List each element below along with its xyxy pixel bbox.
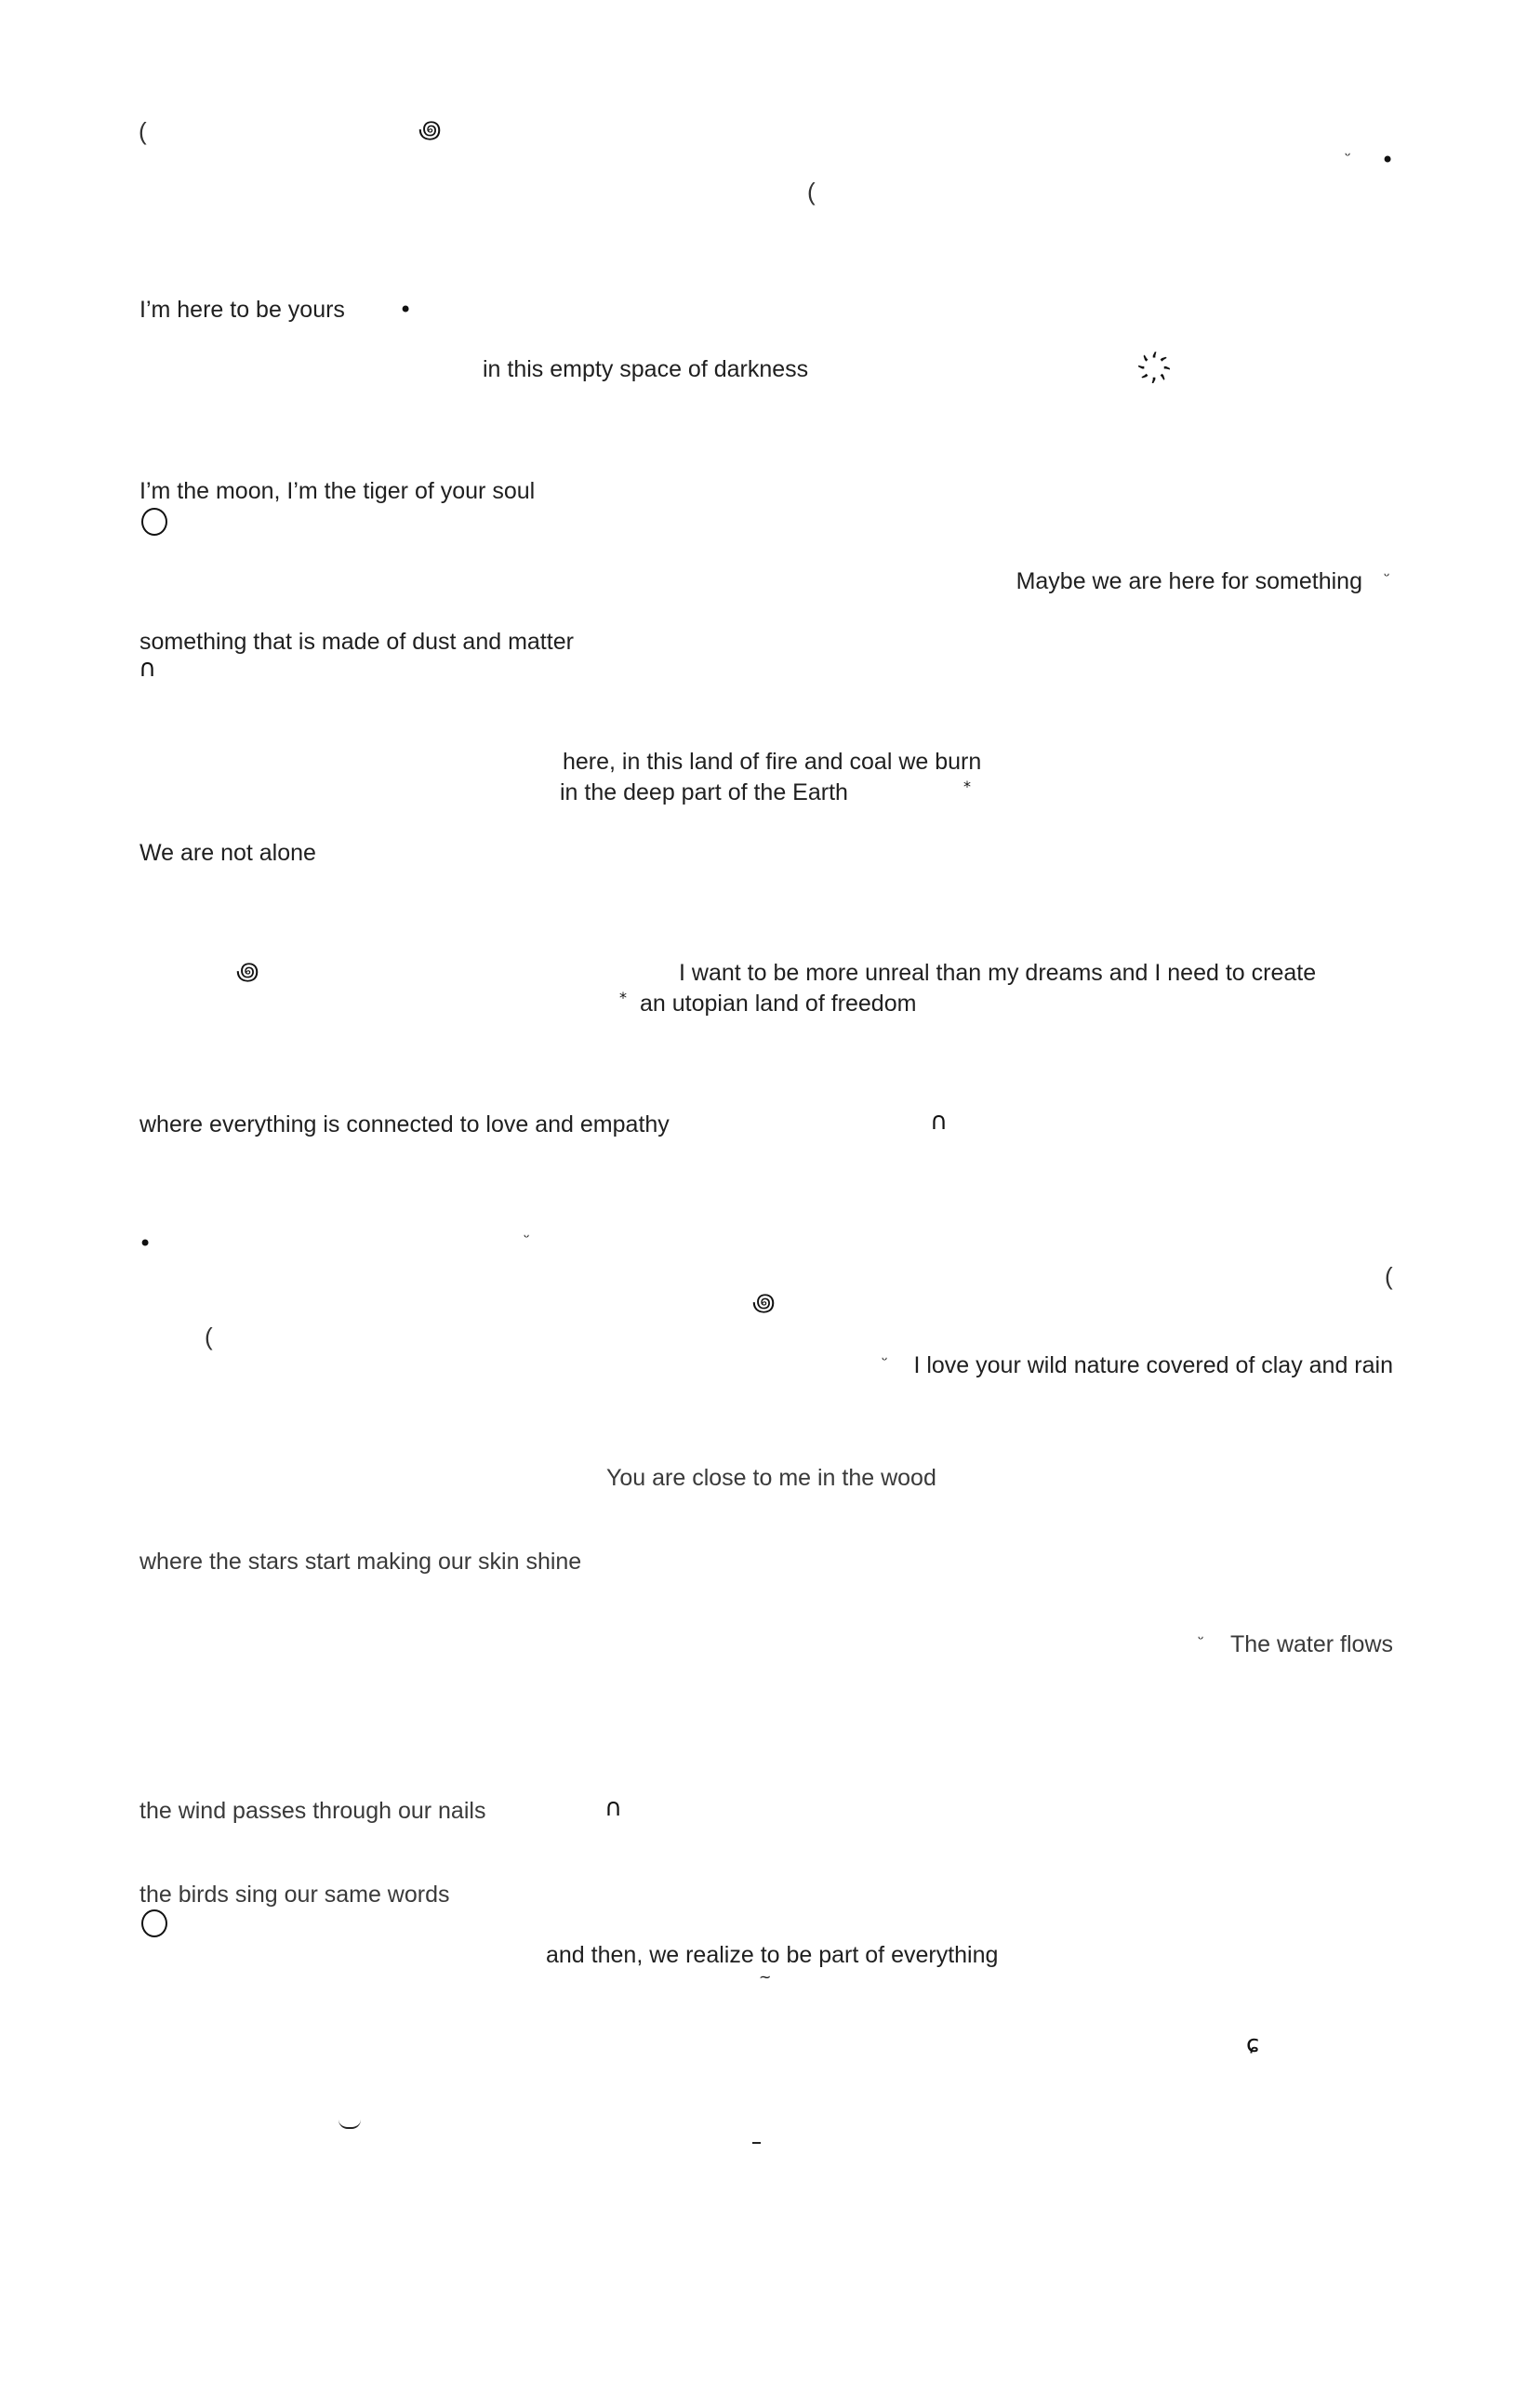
arch-icon: ∩	[930, 1108, 949, 1136]
bullet-dot-icon: •	[399, 297, 413, 323]
poem-line-10: an utopian land of freedom	[640, 991, 917, 1017]
poem-line-9: I want to be more unreal than my dreams and I need to create	[679, 960, 1317, 986]
flower-icon: ꩜	[418, 116, 442, 144]
flower-icon: ꩜	[752, 1289, 776, 1317]
short-dash-icon	[752, 2142, 761, 2144]
breve-mark-icon: ᵕ	[882, 1351, 888, 1369]
paren-mark: (	[139, 117, 147, 145]
breve-mark-icon: ᵕ	[1345, 147, 1351, 165]
asterisk-icon: *	[619, 989, 627, 1006]
poem-line-12: I love your wild nature covered of clay and rain	[913, 1352, 1393, 1378]
bullet-dot-icon: •	[1381, 147, 1395, 173]
poem-line-18: and then, we realize to be part of everything	[546, 1942, 999, 1968]
breve-mark-icon: ᵕ	[1198, 1630, 1204, 1648]
asterisk-icon: *	[963, 778, 971, 795]
poem-line-2: in this empty space of darkness	[483, 356, 809, 382]
circle-outline-icon	[141, 508, 167, 536]
poem-line-11: where everything is connected to love and empathy	[139, 1111, 670, 1137]
breve-mark-icon: ᵕ	[1384, 567, 1390, 585]
circle-outline-icon	[141, 1909, 167, 1937]
smile-arc-icon	[339, 2120, 361, 2129]
tilde-icon: ~	[759, 1968, 772, 1986]
poem-line-1: I’m here to be yours	[139, 297, 345, 323]
poem-line-3: I’m the moon, I’m the tiger of your soul	[139, 478, 536, 504]
poem-line-13: You are close to me in the wood	[606, 1465, 936, 1491]
poem-line-8: We are not alone	[139, 840, 316, 866]
arch-icon: ∩	[139, 655, 157, 683]
paren-mark: (	[807, 178, 816, 206]
sparkle-icon: ҉	[1162, 355, 1172, 383]
c-mark-icon: ɕ	[1246, 2030, 1260, 2058]
breve-mark-icon: ᵕ	[524, 1229, 530, 1246]
poem-line-5: something that is made of dust and matter	[139, 629, 574, 655]
poem-line-6: here, in this land of fire and coal we burn	[563, 749, 982, 775]
poem-line-17: the birds sing our same words	[139, 1882, 450, 1908]
poem-line-7: in the deep part of the Earth	[560, 779, 848, 805]
arch-icon: ∩	[604, 1794, 623, 1822]
poem-line-15: The water flows	[1229, 1631, 1393, 1657]
paren-mark: (	[1385, 1262, 1393, 1290]
poem-line-14: where the stars start making our skin shine	[139, 1549, 582, 1575]
poem-line-16: the wind passes through our nails	[139, 1798, 486, 1824]
bullet-dot-icon: •	[139, 1230, 153, 1257]
paren-mark: (	[205, 1323, 213, 1350]
poem-line-4: Maybe we are here for something	[1016, 568, 1362, 594]
flower-icon: ꩜	[236, 958, 259, 986]
